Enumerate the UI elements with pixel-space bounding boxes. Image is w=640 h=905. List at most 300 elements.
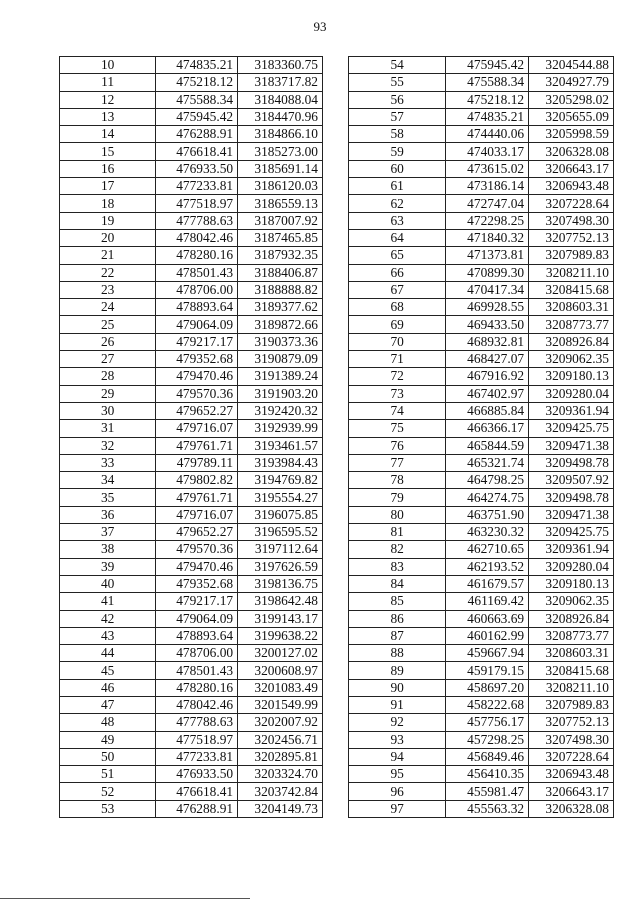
point-number-cell: 12 — [60, 91, 156, 108]
table-row — [60, 178, 323, 195]
table-row — [349, 195, 614, 212]
footer-rule — [0, 898, 250, 899]
y-coordinate-cell: 3209498.78 — [529, 489, 614, 506]
point-number-cell: 48 — [60, 714, 156, 731]
y-coordinate-cell: 3193984.43 — [238, 454, 323, 471]
y-coordinate-cell: 3207498.30 — [529, 731, 614, 748]
point-number-cell: 82 — [349, 541, 446, 558]
y-coordinate-cell: 3208211.10 — [529, 679, 614, 696]
point-number-cell: 92 — [349, 714, 446, 731]
x-coordinate-cell: 460663.69 — [446, 610, 529, 627]
x-coordinate-cell: 479470.46 — [156, 368, 238, 385]
y-coordinate-cell: 3208926.84 — [529, 610, 614, 627]
x-coordinate-cell: 459667.94 — [446, 645, 529, 662]
table-row — [60, 247, 323, 264]
table-row — [60, 575, 323, 592]
table-row — [349, 91, 614, 108]
table-row — [60, 126, 323, 143]
point-number-cell: 56 — [349, 91, 446, 108]
point-number-cell: 17 — [60, 178, 156, 195]
y-coordinate-cell: 3186120.03 — [238, 178, 323, 195]
point-number-cell: 77 — [349, 454, 446, 471]
point-number-cell: 41 — [60, 593, 156, 610]
table-row — [349, 437, 614, 454]
y-coordinate-cell: 3195554.27 — [238, 489, 323, 506]
y-coordinate-cell: 3206943.48 — [529, 766, 614, 783]
table-row — [349, 229, 614, 246]
y-coordinate-cell: 3206643.17 — [529, 160, 614, 177]
table-row — [349, 766, 614, 783]
x-coordinate-cell: 476618.41 — [156, 143, 238, 160]
table-row — [349, 385, 614, 402]
x-coordinate-cell: 472298.25 — [446, 212, 529, 229]
table-row — [60, 731, 323, 748]
table-row — [349, 679, 614, 696]
table-row — [60, 593, 323, 610]
table-row — [349, 696, 614, 713]
y-coordinate-cell: 3208773.77 — [529, 316, 614, 333]
x-coordinate-cell: 461679.57 — [446, 575, 529, 592]
y-coordinate-cell: 3197626.59 — [238, 558, 323, 575]
table-row — [60, 662, 323, 679]
x-coordinate-cell: 476288.91 — [156, 126, 238, 143]
y-coordinate-cell: 3200608.97 — [238, 662, 323, 679]
table-row — [349, 316, 614, 333]
x-coordinate-cell: 473186.14 — [446, 178, 529, 195]
x-coordinate-cell: 479802.82 — [156, 472, 238, 489]
table-row — [60, 281, 323, 298]
point-number-cell: 23 — [60, 281, 156, 298]
x-coordinate-cell: 475218.12 — [446, 91, 529, 108]
table-row — [60, 351, 323, 368]
point-number-cell: 49 — [60, 731, 156, 748]
y-coordinate-cell: 3206943.48 — [529, 178, 614, 195]
x-coordinate-cell: 478042.46 — [156, 229, 238, 246]
coordinates-table-left — [59, 56, 323, 818]
x-coordinate-cell: 478893.64 — [156, 299, 238, 316]
point-number-cell: 79 — [349, 489, 446, 506]
table-row — [60, 74, 323, 91]
x-coordinate-cell: 479217.17 — [156, 593, 238, 610]
point-number-cell: 13 — [60, 108, 156, 125]
x-coordinate-cell: 462193.52 — [446, 558, 529, 575]
table-row — [60, 645, 323, 662]
coordinates-table-right — [348, 56, 614, 818]
x-coordinate-cell: 477788.63 — [156, 714, 238, 731]
y-coordinate-cell: 3198642.48 — [238, 593, 323, 610]
x-coordinate-cell: 479470.46 — [156, 558, 238, 575]
x-coordinate-cell: 479761.71 — [156, 489, 238, 506]
y-coordinate-cell: 3209280.04 — [529, 558, 614, 575]
x-coordinate-cell: 470899.30 — [446, 264, 529, 281]
y-coordinate-cell: 3196595.52 — [238, 524, 323, 541]
y-coordinate-cell: 3208773.77 — [529, 627, 614, 644]
point-number-cell: 72 — [349, 368, 446, 385]
x-coordinate-cell: 479716.07 — [156, 420, 238, 437]
table-row — [60, 195, 323, 212]
point-number-cell: 91 — [349, 696, 446, 713]
y-coordinate-cell: 3208415.68 — [529, 281, 614, 298]
table-row — [349, 454, 614, 471]
y-coordinate-cell: 3204927.79 — [529, 74, 614, 91]
y-coordinate-cell: 3208603.31 — [529, 645, 614, 662]
table-row — [60, 160, 323, 177]
table-row — [60, 472, 323, 489]
table-row — [60, 368, 323, 385]
x-coordinate-cell: 478706.00 — [156, 281, 238, 298]
table-row — [349, 645, 614, 662]
y-coordinate-cell: 3200127.02 — [238, 645, 323, 662]
table-row — [60, 610, 323, 627]
point-number-cell: 97 — [349, 800, 446, 817]
x-coordinate-cell: 469433.50 — [446, 316, 529, 333]
table-row — [349, 800, 614, 817]
x-coordinate-cell: 479761.71 — [156, 437, 238, 454]
table-row — [349, 351, 614, 368]
point-number-cell: 84 — [349, 575, 446, 592]
point-number-cell: 29 — [60, 385, 156, 402]
table-row — [349, 264, 614, 281]
x-coordinate-cell: 476933.50 — [156, 160, 238, 177]
y-coordinate-cell: 3194769.82 — [238, 472, 323, 489]
y-coordinate-cell: 3207228.64 — [529, 748, 614, 765]
y-coordinate-cell: 3204544.88 — [529, 57, 614, 74]
table-row — [349, 143, 614, 160]
x-coordinate-cell: 455563.32 — [446, 800, 529, 817]
point-number-cell: 70 — [349, 333, 446, 350]
x-coordinate-cell: 462710.65 — [446, 541, 529, 558]
x-coordinate-cell: 478893.64 — [156, 627, 238, 644]
x-coordinate-cell: 463751.90 — [446, 506, 529, 523]
table-row — [60, 489, 323, 506]
x-coordinate-cell: 464274.75 — [446, 489, 529, 506]
x-coordinate-cell: 479064.09 — [156, 610, 238, 627]
y-coordinate-cell: 3188888.82 — [238, 281, 323, 298]
point-number-cell: 53 — [60, 800, 156, 817]
point-number-cell: 60 — [349, 160, 446, 177]
y-coordinate-cell: 3207752.13 — [529, 229, 614, 246]
table-row — [349, 662, 614, 679]
table-row — [60, 299, 323, 316]
y-coordinate-cell: 3186559.13 — [238, 195, 323, 212]
table-row — [349, 558, 614, 575]
y-coordinate-cell: 3189377.62 — [238, 299, 323, 316]
table-row — [60, 212, 323, 229]
x-coordinate-cell: 458222.68 — [446, 696, 529, 713]
point-number-cell: 52 — [60, 783, 156, 800]
x-coordinate-cell: 456410.35 — [446, 766, 529, 783]
point-number-cell: 74 — [349, 402, 446, 419]
y-coordinate-cell: 3209471.38 — [529, 506, 614, 523]
x-coordinate-cell: 465321.74 — [446, 454, 529, 471]
table-row — [349, 731, 614, 748]
x-coordinate-cell: 479570.36 — [156, 541, 238, 558]
table-row — [60, 524, 323, 541]
x-coordinate-cell: 479217.17 — [156, 333, 238, 350]
x-coordinate-cell: 464798.25 — [446, 472, 529, 489]
y-coordinate-cell: 3197112.64 — [238, 541, 323, 558]
y-coordinate-cell: 3207989.83 — [529, 696, 614, 713]
table-row — [349, 627, 614, 644]
y-coordinate-cell: 3189872.66 — [238, 316, 323, 333]
x-coordinate-cell: 474440.06 — [446, 126, 529, 143]
y-coordinate-cell: 3187465.85 — [238, 229, 323, 246]
point-number-cell: 73 — [349, 385, 446, 402]
x-coordinate-cell: 458697.20 — [446, 679, 529, 696]
table-row — [60, 385, 323, 402]
point-number-cell: 36 — [60, 506, 156, 523]
x-coordinate-cell: 478501.43 — [156, 264, 238, 281]
y-coordinate-cell: 3184470.96 — [238, 108, 323, 125]
y-coordinate-cell: 3209180.13 — [529, 575, 614, 592]
point-number-cell: 55 — [349, 74, 446, 91]
table-row — [349, 489, 614, 506]
y-coordinate-cell: 3184088.04 — [238, 91, 323, 108]
y-coordinate-cell: 3202456.71 — [238, 731, 323, 748]
y-coordinate-cell: 3209498.78 — [529, 454, 614, 471]
table-row — [349, 402, 614, 419]
point-number-cell: 81 — [349, 524, 446, 541]
point-number-cell: 35 — [60, 489, 156, 506]
y-coordinate-cell: 3199143.17 — [238, 610, 323, 627]
y-coordinate-cell: 3198136.75 — [238, 575, 323, 592]
table-row — [349, 212, 614, 229]
x-coordinate-cell: 460162.99 — [446, 627, 529, 644]
y-coordinate-cell: 3192420.32 — [238, 402, 323, 419]
table-row — [349, 160, 614, 177]
x-coordinate-cell: 479570.36 — [156, 385, 238, 402]
x-coordinate-cell: 477233.81 — [156, 748, 238, 765]
y-coordinate-cell: 3191903.20 — [238, 385, 323, 402]
y-coordinate-cell: 3209425.75 — [529, 420, 614, 437]
y-coordinate-cell: 3205298.02 — [529, 91, 614, 108]
point-number-cell: 71 — [349, 351, 446, 368]
x-coordinate-cell: 473615.02 — [446, 160, 529, 177]
point-number-cell: 58 — [349, 126, 446, 143]
y-coordinate-cell: 3207498.30 — [529, 212, 614, 229]
point-number-cell: 95 — [349, 766, 446, 783]
table-row — [60, 57, 323, 74]
point-number-cell: 19 — [60, 212, 156, 229]
y-coordinate-cell: 3209507.92 — [529, 472, 614, 489]
y-coordinate-cell: 3208211.10 — [529, 264, 614, 281]
y-coordinate-cell: 3206328.08 — [529, 800, 614, 817]
point-number-cell: 59 — [349, 143, 446, 160]
table-row — [60, 800, 323, 817]
x-coordinate-cell: 471373.81 — [446, 247, 529, 264]
x-coordinate-cell: 475588.34 — [156, 91, 238, 108]
point-number-cell: 65 — [349, 247, 446, 264]
point-number-cell: 24 — [60, 299, 156, 316]
point-number-cell: 83 — [349, 558, 446, 575]
table-row — [349, 420, 614, 437]
y-coordinate-cell: 3191389.24 — [238, 368, 323, 385]
point-number-cell: 57 — [349, 108, 446, 125]
table-row — [60, 108, 323, 125]
y-coordinate-cell: 3193461.57 — [238, 437, 323, 454]
y-coordinate-cell: 3208415.68 — [529, 662, 614, 679]
point-number-cell: 66 — [349, 264, 446, 281]
point-number-cell: 88 — [349, 645, 446, 662]
table-row — [60, 420, 323, 437]
y-coordinate-cell: 3209361.94 — [529, 541, 614, 558]
x-coordinate-cell: 468427.07 — [446, 351, 529, 368]
table-row — [60, 143, 323, 160]
y-coordinate-cell: 3203742.84 — [238, 783, 323, 800]
table-row — [349, 281, 614, 298]
y-coordinate-cell: 3209062.35 — [529, 593, 614, 610]
point-number-cell: 33 — [60, 454, 156, 471]
y-coordinate-cell: 3183360.75 — [238, 57, 323, 74]
y-coordinate-cell: 3192939.99 — [238, 420, 323, 437]
x-coordinate-cell: 474835.21 — [446, 108, 529, 125]
x-coordinate-cell: 476288.91 — [156, 800, 238, 817]
table-row — [60, 679, 323, 696]
y-coordinate-cell: 3208603.31 — [529, 299, 614, 316]
point-number-cell: 20 — [60, 229, 156, 246]
y-coordinate-cell: 3207228.64 — [529, 195, 614, 212]
x-coordinate-cell: 478280.16 — [156, 247, 238, 264]
table-row — [60, 696, 323, 713]
point-number-cell: 40 — [60, 575, 156, 592]
point-number-cell: 75 — [349, 420, 446, 437]
point-number-cell: 26 — [60, 333, 156, 350]
y-coordinate-cell: 3185273.00 — [238, 143, 323, 160]
x-coordinate-cell: 459179.15 — [446, 662, 529, 679]
y-coordinate-cell: 3203324.70 — [238, 766, 323, 783]
y-coordinate-cell: 3209471.38 — [529, 437, 614, 454]
table-row — [349, 74, 614, 91]
y-coordinate-cell: 3207989.83 — [529, 247, 614, 264]
x-coordinate-cell: 478706.00 — [156, 645, 238, 662]
point-number-cell: 78 — [349, 472, 446, 489]
table-row — [349, 247, 614, 264]
y-coordinate-cell: 3204149.73 — [238, 800, 323, 817]
x-coordinate-cell: 463230.32 — [446, 524, 529, 541]
point-number-cell: 34 — [60, 472, 156, 489]
x-coordinate-cell: 477788.63 — [156, 212, 238, 229]
table-row — [349, 126, 614, 143]
point-number-cell: 18 — [60, 195, 156, 212]
y-coordinate-cell: 3209280.04 — [529, 385, 614, 402]
x-coordinate-cell: 470417.34 — [446, 281, 529, 298]
point-number-cell: 43 — [60, 627, 156, 644]
x-coordinate-cell: 479352.68 — [156, 351, 238, 368]
table-row — [60, 333, 323, 350]
y-coordinate-cell: 3209062.35 — [529, 351, 614, 368]
point-number-cell: 32 — [60, 437, 156, 454]
y-coordinate-cell: 3201083.49 — [238, 679, 323, 696]
y-coordinate-cell: 3209180.13 — [529, 368, 614, 385]
point-number-cell: 85 — [349, 593, 446, 610]
table-row — [349, 748, 614, 765]
x-coordinate-cell: 469928.55 — [446, 299, 529, 316]
table-row — [349, 57, 614, 74]
x-coordinate-cell: 457298.25 — [446, 731, 529, 748]
x-coordinate-cell: 479064.09 — [156, 316, 238, 333]
y-coordinate-cell: 3209425.75 — [529, 524, 614, 541]
y-coordinate-cell: 3183717.82 — [238, 74, 323, 91]
table-row — [349, 472, 614, 489]
x-coordinate-cell: 479652.27 — [156, 524, 238, 541]
x-coordinate-cell: 466885.84 — [446, 402, 529, 419]
x-coordinate-cell: 477518.97 — [156, 731, 238, 748]
x-coordinate-cell: 475588.34 — [446, 74, 529, 91]
y-coordinate-cell: 3208926.84 — [529, 333, 614, 350]
table-row — [349, 524, 614, 541]
table-row — [349, 783, 614, 800]
x-coordinate-cell: 478042.46 — [156, 696, 238, 713]
point-number-cell: 94 — [349, 748, 446, 765]
point-number-cell: 28 — [60, 368, 156, 385]
table-row — [60, 541, 323, 558]
point-number-cell: 42 — [60, 610, 156, 627]
table-row — [349, 714, 614, 731]
y-coordinate-cell: 3190373.36 — [238, 333, 323, 350]
x-coordinate-cell: 467916.92 — [446, 368, 529, 385]
y-coordinate-cell: 3205998.59 — [529, 126, 614, 143]
y-coordinate-cell: 3190879.09 — [238, 351, 323, 368]
point-number-cell: 80 — [349, 506, 446, 523]
table-row — [349, 108, 614, 125]
x-coordinate-cell: 479652.27 — [156, 402, 238, 419]
x-coordinate-cell: 475945.42 — [446, 57, 529, 74]
point-number-cell: 76 — [349, 437, 446, 454]
x-coordinate-cell: 461169.42 — [446, 593, 529, 610]
y-coordinate-cell: 3202895.81 — [238, 748, 323, 765]
y-coordinate-cell: 3205655.09 — [529, 108, 614, 125]
table-row — [60, 714, 323, 731]
table-row — [60, 783, 323, 800]
y-coordinate-cell: 3201549.99 — [238, 696, 323, 713]
point-number-cell: 68 — [349, 299, 446, 316]
point-number-cell: 47 — [60, 696, 156, 713]
x-coordinate-cell: 479716.07 — [156, 506, 238, 523]
x-coordinate-cell: 456849.46 — [446, 748, 529, 765]
x-coordinate-cell: 479789.11 — [156, 454, 238, 471]
x-coordinate-cell: 468932.81 — [446, 333, 529, 350]
x-coordinate-cell: 471840.32 — [446, 229, 529, 246]
table-row — [60, 558, 323, 575]
point-number-cell: 61 — [349, 178, 446, 195]
point-number-cell: 86 — [349, 610, 446, 627]
table-row — [349, 368, 614, 385]
x-coordinate-cell: 455981.47 — [446, 783, 529, 800]
x-coordinate-cell: 477233.81 — [156, 178, 238, 195]
x-coordinate-cell: 474835.21 — [156, 57, 238, 74]
point-number-cell: 37 — [60, 524, 156, 541]
table-row — [60, 766, 323, 783]
table-row — [60, 402, 323, 419]
point-number-cell: 64 — [349, 229, 446, 246]
point-number-cell: 10 — [60, 57, 156, 74]
x-coordinate-cell: 466366.17 — [446, 420, 529, 437]
point-number-cell: 69 — [349, 316, 446, 333]
y-coordinate-cell: 3202007.92 — [238, 714, 323, 731]
y-coordinate-cell: 3207752.13 — [529, 714, 614, 731]
table-row — [349, 299, 614, 316]
x-coordinate-cell: 475218.12 — [156, 74, 238, 91]
y-coordinate-cell: 3187932.35 — [238, 247, 323, 264]
point-number-cell: 38 — [60, 541, 156, 558]
y-coordinate-cell: 3209361.94 — [529, 402, 614, 419]
point-number-cell: 21 — [60, 247, 156, 264]
table-row — [349, 506, 614, 523]
x-coordinate-cell: 457756.17 — [446, 714, 529, 731]
x-coordinate-cell: 467402.97 — [446, 385, 529, 402]
x-coordinate-cell: 472747.04 — [446, 195, 529, 212]
point-number-cell: 54 — [349, 57, 446, 74]
